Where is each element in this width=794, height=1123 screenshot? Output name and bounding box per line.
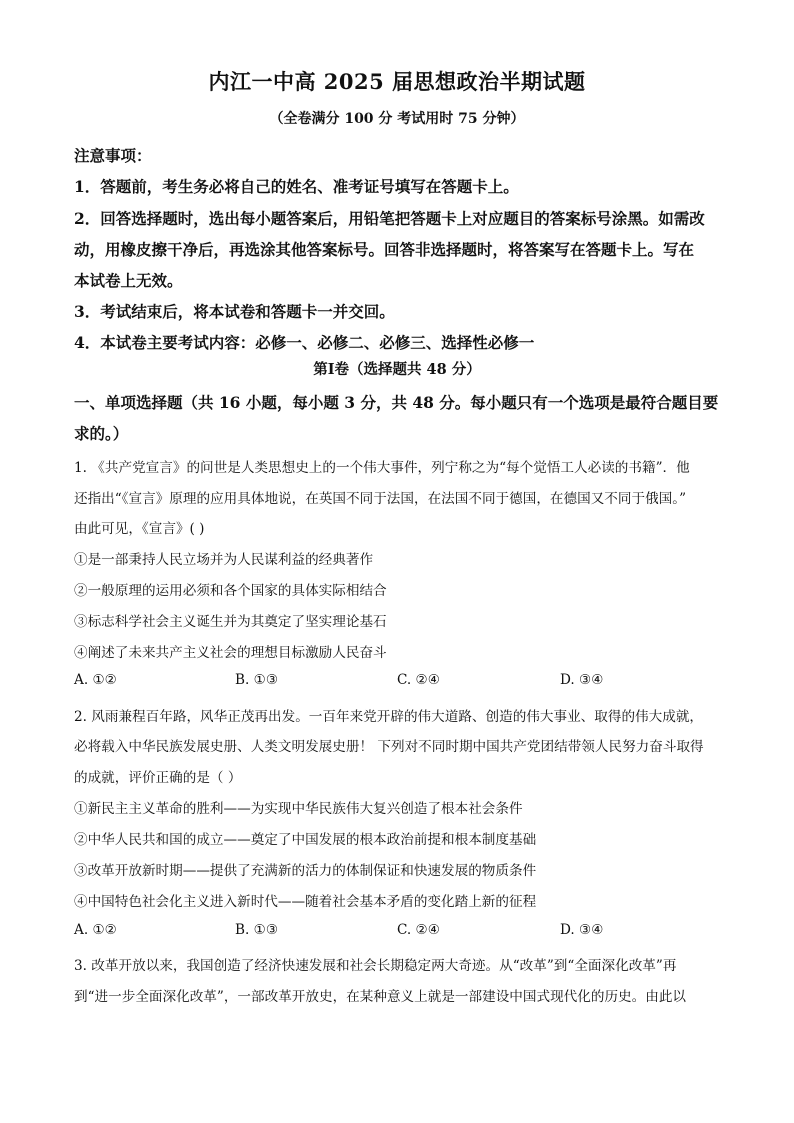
q1-option-a: A. ①② [74, 672, 117, 688]
q2-option-a: A. ①② [74, 922, 117, 938]
page-title: 内江一中高 2025 届思想政治半期试题 [208, 69, 586, 94]
q1-statement-4: ④阐述了未来共产主义社会的理想目标激励人民奋斗 [74, 645, 387, 661]
q2-statement-1: ①新民主主义革命的胜利——为实现中华民族伟大复兴创造了根本社会条件 [74, 801, 523, 817]
notice-heading: 注意事项： [74, 146, 152, 165]
q1-statement-3: ③标志科学社会主义诞生并为其奠定了坚实理论基石 [74, 614, 387, 630]
notice-item-2-line-1: 2．回答选择题时，选出每小题答案后，用铅笔把答题卡上对应题目的答案标号涂黑。如需改 [74, 209, 705, 228]
q2-statement-2: ②中华人民共和国的成立——奠定了中国发展的根本政治前提和根本制度基础 [74, 832, 537, 848]
notice-item-4: 4．本试卷主要考试内容：必修一、必修二、必修三、选择性必修一 [74, 333, 535, 352]
q1-stem-line-3: 由此可见，《宣言》( ) [74, 521, 205, 537]
q1-stem-line-2: 还指出“《宣言》原理的应用具体地说，在英国不同于法国，在法国不同于德国，在德国又不同于俄国。” [74, 491, 687, 507]
q1-option-b: B. ①③ [235, 672, 279, 688]
q3-stem-line-1: 3. 改革开放以来，我国创造了经济快速发展和社会长期稳定两大奇迹。从“改革”到“全面深化改革”再 [74, 958, 677, 974]
section-title: 第Ⅰ卷（选择题共 48 分） [313, 361, 481, 378]
q2-option-c: C. ②④ [397, 922, 440, 938]
q1-option-d: D. ③④ [560, 672, 604, 688]
q2-statement-3: ③改革开放新时期——提供了充满新的活力的体制保证和快速发展的物质条件 [74, 863, 537, 879]
exam-subtitle: （全卷满分 100 分 考试用时 75 分钟） [269, 111, 525, 127]
notice-item-2-line-2: 动，用橡皮擦干净后，再选涂其他答案标号。回答非选择题时，将答案写在答题卡上。写在 [74, 240, 695, 259]
q1-stem-line-1: 1. 《共产党宣言》的问世是人类思想史上的一个伟大事件，列宁称之为“每个觉悟工人必读的书籍”．他 [74, 460, 690, 476]
q2-stem-line-1: 2. 风雨兼程百年路，风华正茂再出发。一百年来党开辟的伟大道路、创造的伟大事业、取得的伟大成就， [74, 709, 704, 725]
notice-item-1: 1．答题前，考生务必将自己的姓名、准考证号填写在答题卡上。 [74, 177, 519, 196]
notice-item-3: 3．考试结束后，将本试卷和答题卡一并交回。 [74, 302, 395, 321]
q2-statement-4: ④中国特色社会化主义进入新时代——随着社会基本矛盾的变化踏上新的征程 [74, 894, 537, 910]
q2-option-b: B. ①③ [235, 922, 279, 938]
q2-stem-line-2: 必将载入中华民族发展史册、人类文明发展史册！ 下列对不同时期中国共产党团结带领人民努力奋斗取得 [74, 739, 704, 755]
q1-statement-1: ①是一部秉持人民立场并为人民谋利益的经典著作 [74, 552, 374, 568]
notice-item-2-line-3: 本试卷上无效。 [74, 271, 183, 290]
q1-statement-2: ②一般原理的运用必须和各个国家的具体实际相结合 [74, 583, 387, 599]
q3-stem-line-2: 到“进一步全面深化改革”，一部改革开放史，在某种意义上就是一部建设中国式现代化的历史。由此以 [74, 989, 687, 1005]
part1-heading-line-1: 一、单项选择题（共 16 小题，每小题 3 分，共 48 分。每小题只有一个选项是最符合题目要 [74, 393, 719, 412]
part1-heading-line-2: 求的。） [74, 424, 129, 443]
q2-stem-line-3: 的成就，评价正确的是（ ） [74, 770, 242, 786]
q2-option-d: D. ③④ [560, 922, 604, 938]
q1-option-c: C. ②④ [397, 672, 440, 688]
